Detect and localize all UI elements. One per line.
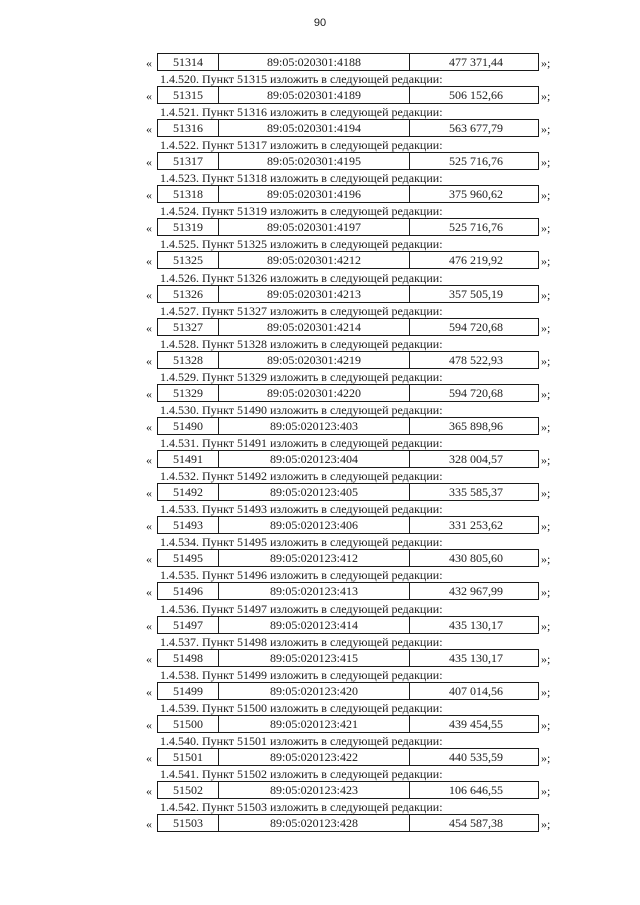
item-number: 51498 bbox=[158, 650, 219, 666]
amendment-instruction: 1.4.540. Пункт 51501 изложить в следующей редакции: bbox=[160, 733, 443, 748]
amendment-instruction: 1.4.537. Пункт 51498 изложить в следующей редакции: bbox=[160, 634, 443, 649]
close-quote: »; bbox=[541, 519, 551, 534]
amendment-instruction: 1.4.532. Пункт 51492 изложить в следующей редакции: bbox=[160, 469, 443, 484]
open-quote: « bbox=[146, 717, 152, 732]
open-quote: « bbox=[146, 89, 152, 103]
amendment-instruction: 1.4.535. Пункт 51496 изложить в следующей редакции: bbox=[160, 568, 443, 583]
list-item bbox=[0, 568, 640, 601]
open-quote: « bbox=[146, 122, 152, 137]
cadastral-value: 440 535,59 bbox=[449, 749, 503, 764]
cadastral-value: 454 587,38 bbox=[449, 816, 503, 831]
list-item bbox=[0, 436, 640, 469]
cadastral-value: 476 219,92 bbox=[449, 253, 503, 268]
row-box bbox=[157, 616, 539, 634]
close-quote: »; bbox=[541, 122, 551, 137]
list-item bbox=[0, 701, 640, 734]
amendment-instruction: 1.4.536. Пункт 51497 изложить в следующей редакции: bbox=[160, 601, 443, 616]
item-number: 51315 bbox=[158, 87, 219, 103]
open-quote: « bbox=[146, 188, 152, 203]
list-item bbox=[0, 204, 640, 237]
item-number: 51317 bbox=[158, 153, 219, 169]
list-item bbox=[0, 237, 640, 270]
close-quote: »; bbox=[541, 486, 551, 501]
cadastral-value: 594 720,68 bbox=[449, 385, 503, 400]
cadastral-number: 89:05:020123:428 bbox=[219, 815, 410, 831]
amendment-instruction: 1.4.541. Пункт 51502 изложить в следующей редакции: bbox=[160, 766, 443, 781]
row-box bbox=[157, 86, 539, 104]
cadastral-value: 328 004,57 bbox=[449, 452, 503, 467]
list-item bbox=[0, 734, 640, 767]
open-quote: « bbox=[146, 486, 152, 501]
close-quote: »; bbox=[541, 56, 551, 70]
open-quote: « bbox=[146, 287, 152, 302]
close-quote: »; bbox=[541, 386, 551, 401]
cadastral-number: 89:05:020301:4196 bbox=[219, 186, 410, 202]
cadastral-value: 357 505,19 bbox=[449, 286, 503, 301]
amendment-instruction: 1.4.539. Пункт 51500 изложить в следующей редакции: bbox=[160, 700, 443, 715]
close-quote: »; bbox=[541, 453, 551, 468]
table-row bbox=[0, 781, 640, 800]
cadastral-number: 89:05:020123:415 bbox=[219, 650, 410, 666]
item-number: 51316 bbox=[158, 120, 219, 136]
open-quote: « bbox=[146, 453, 152, 468]
close-quote: »; bbox=[541, 287, 551, 302]
row-box bbox=[157, 748, 539, 766]
item-number: 51502 bbox=[158, 782, 219, 798]
table-row bbox=[0, 86, 640, 105]
table-row bbox=[0, 185, 640, 204]
item-number: 51499 bbox=[158, 683, 219, 699]
amendment-instruction: 1.4.542. Пункт 51503 изложить в следующей редакции: bbox=[160, 800, 443, 815]
list-item bbox=[0, 767, 640, 800]
row-box bbox=[157, 715, 539, 733]
table-row bbox=[0, 384, 640, 403]
list-item bbox=[0, 502, 640, 535]
item-number: 51497 bbox=[158, 617, 219, 633]
cadastral-value: 430 805,60 bbox=[449, 551, 503, 566]
open-quote: « bbox=[146, 618, 152, 633]
row-box bbox=[157, 814, 539, 832]
close-quote: »; bbox=[541, 320, 551, 335]
close-quote: »; bbox=[541, 254, 551, 269]
amendment-instruction: 1.4.527. Пункт 51327 изложить в следующей редакции: bbox=[160, 303, 443, 318]
cadastral-number: 89:05:020301:4189 bbox=[219, 87, 410, 103]
list-item bbox=[0, 304, 640, 337]
table-row bbox=[0, 285, 640, 304]
row-box bbox=[157, 185, 539, 203]
cadastral-number: 89:05:020301:4212 bbox=[219, 252, 410, 268]
row-box bbox=[157, 582, 539, 600]
cadastral-number: 89:05:020301:4213 bbox=[219, 286, 410, 302]
list-item bbox=[0, 53, 640, 72]
row-box bbox=[157, 417, 539, 435]
cadastral-value: 435 130,17 bbox=[449, 617, 503, 632]
open-quote: « bbox=[146, 684, 152, 699]
row-box bbox=[157, 483, 539, 501]
cadastral-number: 89:05:020123:423 bbox=[219, 782, 410, 798]
open-quote: « bbox=[146, 651, 152, 666]
cadastral-number: 89:05:020123:420 bbox=[219, 683, 410, 699]
close-quote: »; bbox=[541, 419, 551, 434]
table-row bbox=[0, 649, 640, 668]
list-item bbox=[0, 105, 640, 138]
item-number: 51496 bbox=[158, 583, 219, 599]
table-row bbox=[0, 715, 640, 734]
item-number: 51329 bbox=[158, 385, 219, 401]
table-row bbox=[0, 748, 640, 767]
cadastral-value: 331 253,62 bbox=[449, 518, 503, 533]
close-quote: »; bbox=[541, 618, 551, 633]
row-box bbox=[157, 649, 539, 667]
cadastral-number: 89:05:020301:4194 bbox=[219, 120, 410, 136]
cadastral-value: 432 967,99 bbox=[449, 584, 503, 599]
amendment-instruction: 1.4.528. Пункт 51328 изложить в следующей редакции: bbox=[160, 336, 443, 351]
table-row bbox=[0, 218, 640, 237]
item-number: 51492 bbox=[158, 484, 219, 500]
amendment-instruction: 1.4.522. Пункт 51317 изложить в следующей редакции: bbox=[160, 138, 443, 153]
table-row bbox=[0, 616, 640, 635]
open-quote: « bbox=[146, 56, 152, 70]
cadastral-value: 506 152,66 bbox=[449, 88, 503, 102]
cadastral-number: 89:05:020123:404 bbox=[219, 451, 410, 467]
close-quote: »; bbox=[541, 552, 551, 567]
close-quote: »; bbox=[541, 750, 551, 765]
amendment-instruction: 1.4.529. Пункт 51329 изложить в следующей редакции: bbox=[160, 369, 443, 384]
amendment-instruction: 1.4.530. Пункт 51490 изложить в следующей редакции: bbox=[160, 402, 443, 417]
open-quote: « bbox=[146, 585, 152, 600]
row-box bbox=[157, 218, 539, 236]
cadastral-value: 375 960,62 bbox=[449, 187, 503, 202]
item-number: 51493 bbox=[158, 517, 219, 533]
cadastral-number: 89:05:020123:422 bbox=[219, 749, 410, 765]
table-row bbox=[0, 53, 640, 72]
item-number: 51326 bbox=[158, 286, 219, 302]
close-quote: »; bbox=[541, 684, 551, 699]
open-quote: « bbox=[146, 386, 152, 401]
list-item bbox=[0, 271, 640, 304]
close-quote: »; bbox=[541, 783, 551, 798]
cadastral-value: 439 454,55 bbox=[449, 716, 503, 731]
table-row bbox=[0, 119, 640, 138]
list-item bbox=[0, 469, 640, 502]
item-number: 51490 bbox=[158, 418, 219, 434]
table-row bbox=[0, 152, 640, 171]
amendment-instruction: 1.4.526. Пункт 51326 изложить в следующей редакции: bbox=[160, 270, 443, 285]
amendment-instruction: 1.4.525. Пункт 51325 изложить в следующей редакции: bbox=[160, 237, 443, 252]
item-number: 51495 bbox=[158, 550, 219, 566]
amendment-instruction: 1.4.524. Пункт 51319 изложить в следующей редакции: bbox=[160, 204, 443, 219]
open-quote: « bbox=[146, 783, 152, 798]
cadastral-number: 89:05:020301:4197 bbox=[219, 219, 410, 235]
table-row bbox=[0, 516, 640, 535]
open-quote: « bbox=[146, 519, 152, 534]
row-box bbox=[157, 152, 539, 170]
list-item bbox=[0, 138, 640, 171]
row-box bbox=[157, 549, 539, 567]
open-quote: « bbox=[146, 221, 152, 236]
table-row bbox=[0, 450, 640, 469]
list-item bbox=[0, 602, 640, 635]
item-number: 51325 bbox=[158, 252, 219, 268]
amendment-instruction: 1.4.538. Пункт 51499 изложить в следующей редакции: bbox=[160, 667, 443, 682]
cadastral-value: 525 716,76 bbox=[449, 220, 503, 235]
cadastral-number: 89:05:020123:421 bbox=[219, 716, 410, 732]
row-box bbox=[157, 318, 539, 336]
item-number: 51491 bbox=[158, 451, 219, 467]
cadastral-value: 477 371,44 bbox=[449, 55, 503, 69]
row-box bbox=[157, 53, 539, 71]
cadastral-number: 89:05:020301:4195 bbox=[219, 153, 410, 169]
row-box bbox=[157, 781, 539, 799]
amendment-instruction: 1.4.531. Пункт 51491 изложить в следующей редакции: bbox=[160, 436, 443, 451]
list-item bbox=[0, 337, 640, 370]
close-quote: »; bbox=[541, 585, 551, 600]
cadastral-value: 365 898,96 bbox=[449, 418, 503, 433]
row-box bbox=[157, 251, 539, 269]
cadastral-value: 435 130,17 bbox=[449, 650, 503, 665]
close-quote: »; bbox=[541, 353, 551, 368]
cadastral-number: 89:05:020301:4188 bbox=[219, 54, 410, 70]
cadastral-number: 89:05:020301:4214 bbox=[219, 319, 410, 335]
cadastral-number: 89:05:020123:413 bbox=[219, 583, 410, 599]
item-number: 51319 bbox=[158, 219, 219, 235]
close-quote: »; bbox=[541, 221, 551, 236]
cadastral-number: 89:05:020123:414 bbox=[219, 617, 410, 633]
cadastral-value: 335 585,37 bbox=[449, 485, 503, 500]
open-quote: « bbox=[146, 419, 152, 434]
close-quote: »; bbox=[541, 155, 551, 170]
table-row bbox=[0, 682, 640, 701]
list-item bbox=[0, 370, 640, 403]
page-number: 90 bbox=[313, 17, 327, 29]
amendment-instruction: 1.4.533. Пункт 51493 изложить в следующей редакции: bbox=[160, 502, 443, 517]
item-number: 51503 bbox=[158, 815, 219, 831]
item-number: 51314 bbox=[158, 54, 219, 70]
open-quote: « bbox=[146, 750, 152, 765]
item-number: 51327 bbox=[158, 319, 219, 335]
cadastral-value: 407 014,56 bbox=[449, 683, 503, 698]
cadastral-value: 525 716,76 bbox=[449, 154, 503, 169]
row-box bbox=[157, 119, 539, 137]
open-quote: « bbox=[146, 320, 152, 335]
list-item bbox=[0, 535, 640, 568]
table-row bbox=[0, 814, 640, 833]
amendment-instruction: 1.4.534. Пункт 51495 изложить в следующей редакции: bbox=[160, 535, 443, 550]
cadastral-number: 89:05:020123:412 bbox=[219, 550, 410, 566]
table-row bbox=[0, 251, 640, 270]
cadastral-number: 89:05:020301:4219 bbox=[219, 352, 410, 368]
cadastral-number: 89:05:020123:405 bbox=[219, 484, 410, 500]
amendment-instruction: 1.4.521. Пункт 51316 изложить в следующей редакции: bbox=[160, 105, 443, 120]
cadastral-value: 106 646,55 bbox=[449, 782, 503, 797]
item-number: 51328 bbox=[158, 352, 219, 368]
table-row bbox=[0, 417, 640, 436]
list-item bbox=[0, 72, 640, 105]
open-quote: « bbox=[146, 353, 152, 368]
open-quote: « bbox=[146, 254, 152, 269]
cadastral-number: 89:05:020123:403 bbox=[219, 418, 410, 434]
document-body bbox=[0, 53, 640, 833]
list-item bbox=[0, 403, 640, 436]
close-quote: »; bbox=[541, 817, 551, 832]
close-quote: »; bbox=[541, 651, 551, 666]
list-item bbox=[0, 171, 640, 204]
amendment-instruction: 1.4.523. Пункт 51318 изложить в следующей редакции: bbox=[160, 171, 443, 186]
close-quote: »; bbox=[541, 188, 551, 203]
row-box bbox=[157, 384, 539, 402]
cadastral-value: 563 677,79 bbox=[449, 121, 503, 136]
table-row bbox=[0, 582, 640, 601]
row-box bbox=[157, 516, 539, 534]
cadastral-number: 89:05:020123:406 bbox=[219, 517, 410, 533]
open-quote: « bbox=[146, 817, 152, 832]
list-item bbox=[0, 800, 640, 833]
cadastral-number: 89:05:020301:4220 bbox=[219, 385, 410, 401]
list-item bbox=[0, 668, 640, 701]
row-box bbox=[157, 450, 539, 468]
item-number: 51500 bbox=[158, 716, 219, 732]
cadastral-value: 478 522,93 bbox=[449, 352, 503, 367]
table-row bbox=[0, 351, 640, 370]
open-quote: « bbox=[146, 552, 152, 567]
close-quote: »; bbox=[541, 89, 551, 103]
item-number: 51318 bbox=[158, 186, 219, 202]
item-number: 51501 bbox=[158, 749, 219, 765]
table-row bbox=[0, 549, 640, 568]
row-box bbox=[157, 351, 539, 369]
list-item bbox=[0, 635, 640, 668]
open-quote: « bbox=[146, 155, 152, 170]
cadastral-value: 594 720,68 bbox=[449, 319, 503, 334]
row-box bbox=[157, 682, 539, 700]
table-row bbox=[0, 483, 640, 502]
amendment-instruction: 1.4.520. Пункт 51315 изложить в следующей редакции: bbox=[160, 72, 443, 86]
close-quote: »; bbox=[541, 717, 551, 732]
table-row bbox=[0, 318, 640, 337]
row-box bbox=[157, 285, 539, 303]
